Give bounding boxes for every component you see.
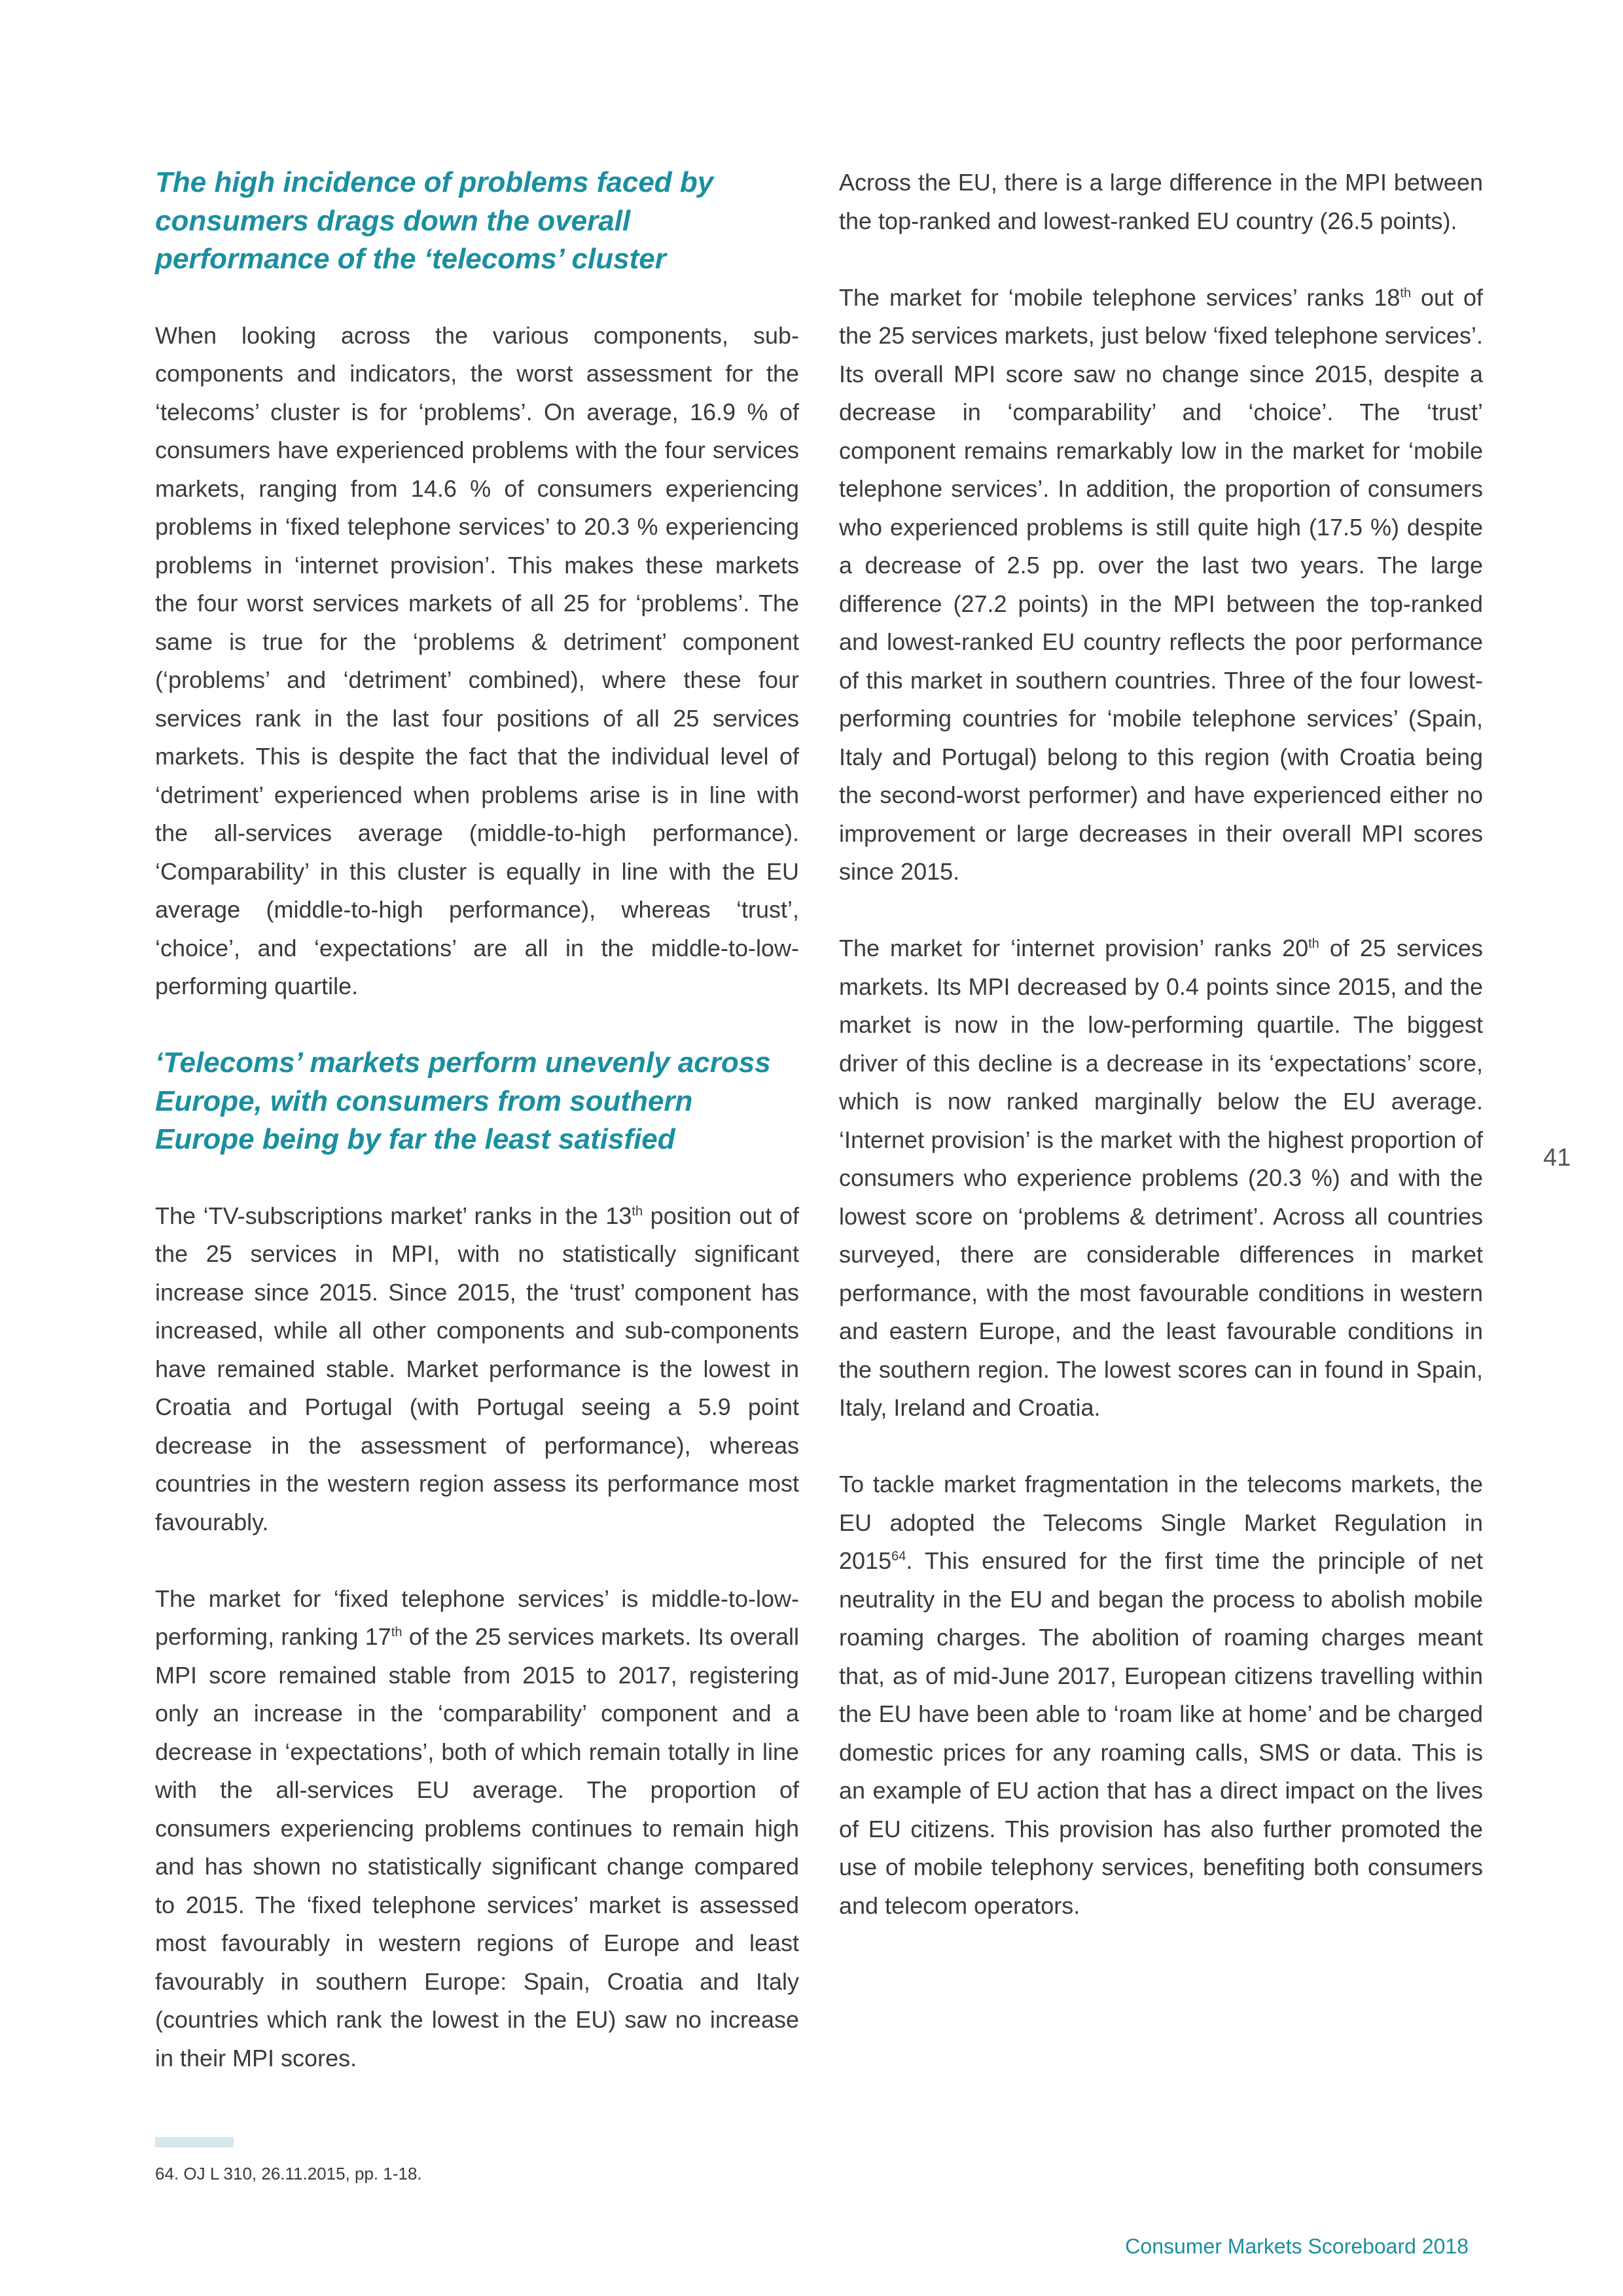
- page-number: 41: [1543, 1144, 1571, 1172]
- right-column: [839, 164, 1483, 1964]
- footnote-reference[interactable]: 64: [891, 1549, 906, 1564]
- paragraph-internet-provision: The market for ‘internet provision’ ranks 20th of 25 services markets. Its MPI decreased by 0.4 points since 2015, and the market is now in the low-performing quartile. The biggest driver of this decline is a decrease in its ‘expectations’ score, which is now ranked marginally below the EU average. ‘Internet provision’ is the market with the highest proportion of consumers who experience problems (20.3 %) and with the lowest score on ‘problems & detriment’. Across all countries surveyed, there are considerable differences in market performance, with the most favourable conditions in western and eastern Europe, and the least favourable conditions in the southern region. The lowest scores can in found in Spain, Italy, Ireland and Croatia.: [839, 935, 1483, 1421]
- footer-title: Consumer Markets Scoreboard 2018: [1125, 2234, 1469, 2258]
- paragraph-fixed-telephone: The market for ‘fixed telephone services’ is middle-to-low-performing, ranking 17th of the 25 services markets. Its overall MPI score remained stable from 2015 to 2017, registering only an increase in the ‘comparability’ component and a decrease in ‘expectations’, both of which remain totally in line with the all-services EU average. The proportion of consumers experiencing problems continues to remain high and has shown no statistically significant change compared to 2015. The ‘fixed telephone services’ market is assessed most favourably in western regions of Europe and least favourably in southern Europe: Spain, Croatia and Italy (countries which rank the lowest in the EU) saw no increase in their MPI scores.: [155, 1585, 799, 2072]
- footnote-divider: [155, 2137, 234, 2147]
- paragraph-mpi-difference: Across the EU, there is a large difference in the MPI between the top-ranked and lowest-ranked EU country (26.5 points).: [839, 169, 1483, 234]
- section-heading-problems: The high incidence of problems faced by consumers drags down the overall performance of the ‘telecoms’ cluster: [155, 166, 714, 275]
- paragraph-single-market-regulation: To tackle market fragmentation in the telecoms markets, the EU adopted the Telecoms Single Market Regulation in 2015$^{64}$. This ensured for the first time the principle of net neutrality in the EU and began the process to abolish mobile roaming charges. The abolition of roaming charges meant that, as of mid-June 2017, European citizens travelling within the EU have been able to ‘roam like at home’ and be charged domestic prices for any roaming calls, SMS or data. This is an example of EU action that has a direct impact on the lives of EU citizens. This provision has also further promoted the use of mobile telephony services, benefiting both consumers and telecom operators.: [839, 1471, 1483, 1919]
- left-column: [155, 164, 799, 2116]
- superscript-th: th: [632, 1204, 643, 1219]
- superscript-th: th: [391, 1625, 402, 1640]
- section-heading-uneven-performance: ‘Telecoms’ markets perform unevenly across Europe, with consumers from southern Europe being by far the least satisfied: [155, 1047, 771, 1155]
- footnote-64: 64. OJ L 310, 26.11.2015, pp. 1-18.: [155, 2164, 422, 2183]
- paragraph-mobile-telephone: The market for ‘mobile telephone services’ ranks 18th out of the 25 services markets, just below ‘fixed telephone services’. Its overall MPI score saw no change since 2015, despite a decrease in ‘comparability’ and ‘choice’. The ‘trust’ component remains remarkably low in the market for ‘mobile telephone services’. In addition, the proportion of consumers who experienced problems is still quite high (17.5 %) despite a decrease of 2.5 pp. over the last two years. The large difference (27.2 points) in the MPI between the top-ranked and lowest-ranked EU country reflects the poor performance of this market in southern countries. Three of the four lowest-performing countries for ‘mobile telephone services’ (Spain, Italy and Portugal) belong to this region (with Croatia being the second-worst performer) and have experienced either no improvement or large decreases in their overall MPI scores since 2015.: [839, 283, 1484, 885]
- paragraph-tv-subscriptions: The ‘TV-subscriptions market’ ranks in the 13th position out of the 25 services in MPI, with no statistically significant increase since 2015. Since 2015, the ‘trust’ component has increased, while all other components and sub-components have remained stable. Market performance is the lowest in Croatia and Portugal (with Portugal seeing a 5.9 point decrease in the assessment of performance), whereas countries in the western region assess its performance most favourably.: [155, 1202, 799, 1535]
- superscript-th: th: [1400, 285, 1412, 300]
- paragraph-problems: When looking across the various components, sub-components and indicators, the worst assessment for the ‘telecoms’ cluster is for ‘problems’. On average, 16.9 % of consumers have experienced problems with the four services markets, ranging from 14.6 % of consumers experiencing problems in ‘fixed telephone services’ to 20.3 % experiencing problems in ‘internet provision’. This makes these markets the four worst services markets of all 25 for ‘problems’. The same is true for the ‘problems & detriment’ component (‘problems’ and ‘detriment’ combined), where these four services rank in the last four positions of all 25 services markets. This is despite the fact that the individual level of ‘detriment’ experienced when problems arise is in line with the all-services average (middle-to-high performance). ‘Comparability’ in this cluster is equally in line with the EU average (middle-to-high performance), whereas ‘trust’, ‘choice’, and ‘expectations’ are all in the middle-to-low-performing quartile.: [155, 321, 799, 999]
- superscript-th: th: [1308, 937, 1319, 951]
